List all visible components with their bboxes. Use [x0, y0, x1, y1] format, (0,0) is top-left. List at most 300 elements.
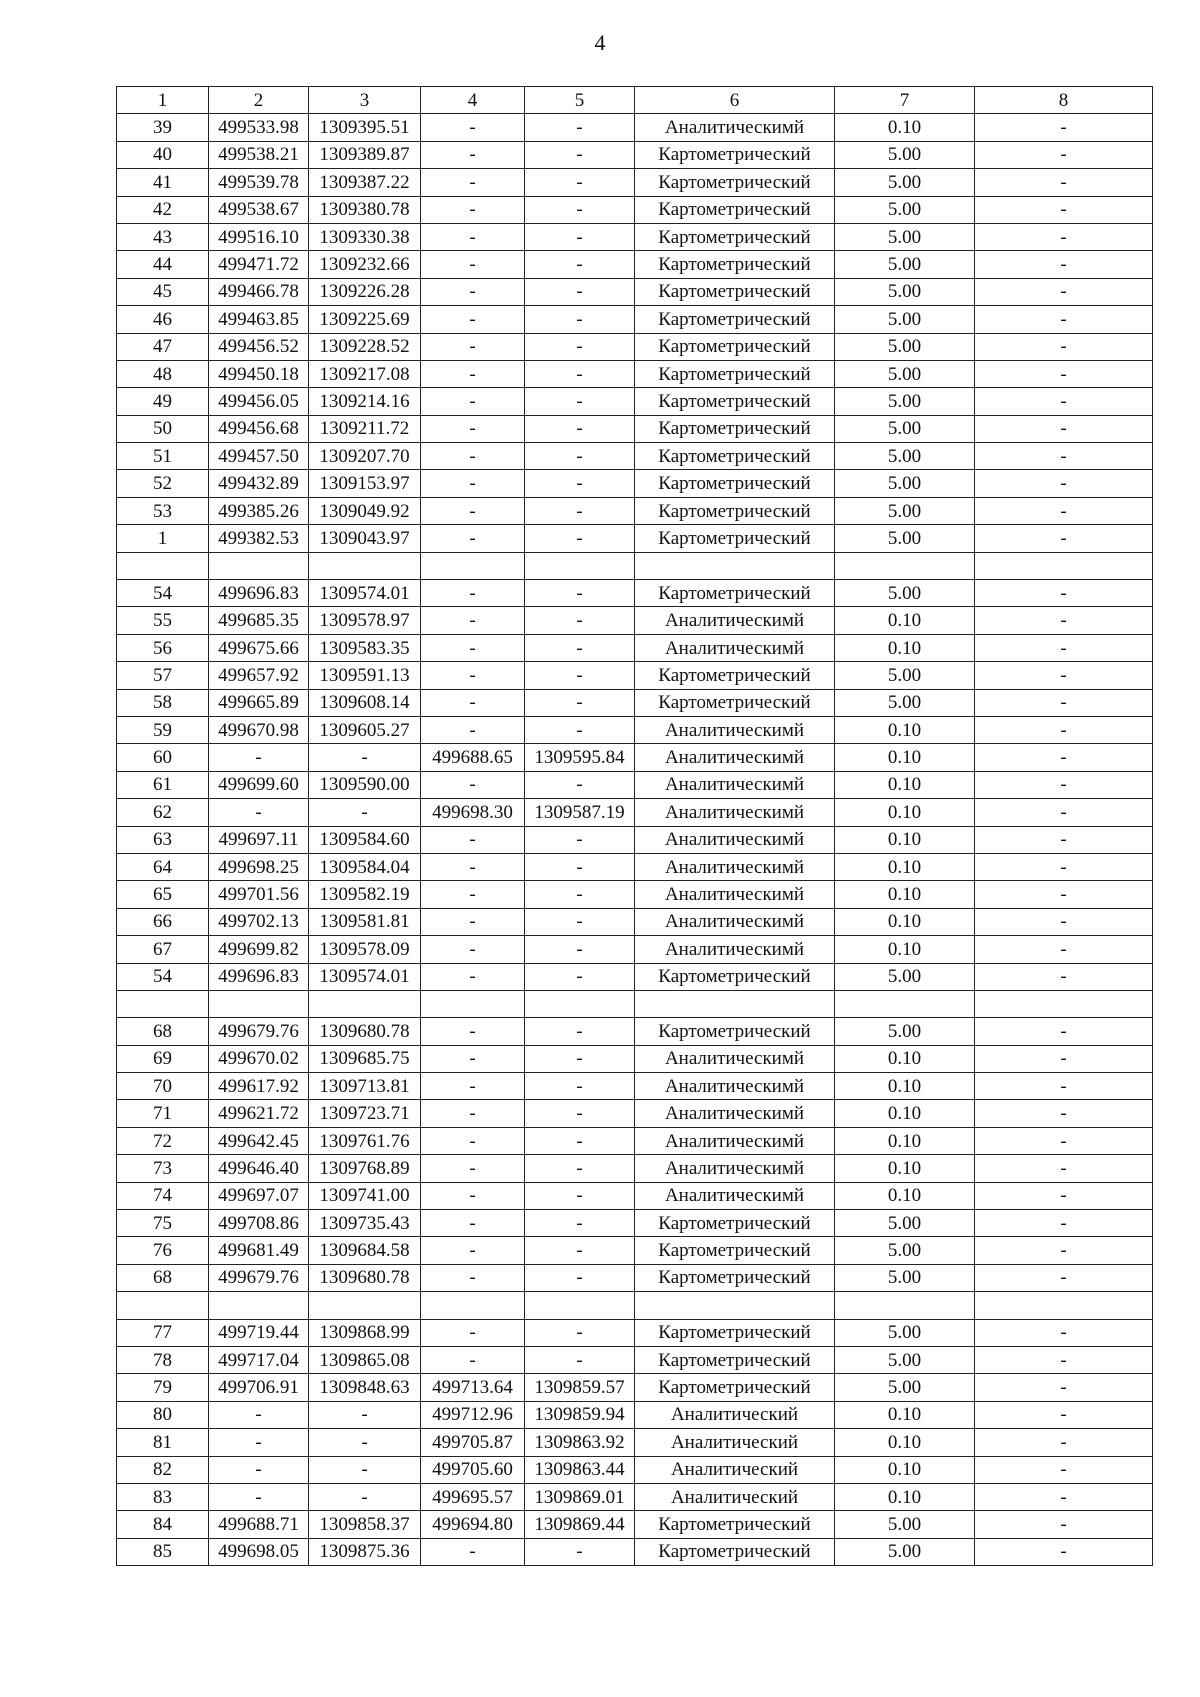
table-cell: Аналитический: [635, 1456, 835, 1483]
table-cell: -: [525, 1319, 635, 1346]
table-cell: 499457.50: [209, 443, 309, 470]
table-cell: Аналитическимй: [635, 744, 835, 771]
table-cell: 0.10: [835, 1456, 975, 1483]
table-row: [117, 716, 1153, 743]
table-cell: [525, 552, 635, 579]
table-cell: Картометрический: [635, 1319, 835, 1346]
table-cell: -: [525, 580, 635, 607]
coordinates-table: [116, 86, 1153, 1566]
separator-row: [117, 1292, 1153, 1319]
table-cell: 1309578.09: [309, 936, 421, 963]
table-cell: 1309859.57: [525, 1374, 635, 1401]
table-cell: -: [975, 607, 1153, 634]
table-cell: Картометрический: [635, 1237, 835, 1264]
table-cell: -: [525, 1073, 635, 1100]
table-cell: 1309863.44: [525, 1456, 635, 1483]
table-row: [117, 360, 1153, 387]
table-cell: 5.00: [835, 1210, 975, 1237]
column-header: 1: [117, 87, 209, 114]
table-cell: [117, 552, 209, 579]
table-cell: [209, 1292, 309, 1319]
table-cell: -: [421, 525, 525, 552]
table-cell: 5.00: [835, 1237, 975, 1264]
table-cell: 64: [117, 853, 209, 880]
column-header: 8: [975, 87, 1153, 114]
table-cell: -: [525, 881, 635, 908]
table-cell: 499538.21: [209, 141, 309, 168]
table-cell: 5.00: [835, 1374, 975, 1401]
table-cell: -: [525, 1264, 635, 1291]
table-cell: -: [525, 1237, 635, 1264]
table-cell: -: [421, 497, 525, 524]
table-cell: -: [975, 470, 1153, 497]
table-cell: 499456.52: [209, 333, 309, 360]
table-cell: -: [525, 936, 635, 963]
table-row: [117, 443, 1153, 470]
table-cell: 1309848.63: [309, 1374, 421, 1401]
table-cell: 5.00: [835, 169, 975, 196]
table-cell: Аналитическимй: [635, 936, 835, 963]
table-cell: -: [421, 826, 525, 853]
table-row: [117, 744, 1153, 771]
table-cell: 1309582.19: [309, 881, 421, 908]
table-cell: -: [975, 1264, 1153, 1291]
column-header: 6: [635, 87, 835, 114]
table-row: [117, 141, 1153, 168]
table-row: [117, 114, 1153, 141]
table-row: [117, 634, 1153, 661]
table-cell: -: [209, 744, 309, 771]
table-cell: 0.10: [835, 1182, 975, 1209]
table-cell: [635, 552, 835, 579]
table-cell: -: [975, 443, 1153, 470]
table-cell: Аналитическимй: [635, 1073, 835, 1100]
table-cell: -: [525, 251, 635, 278]
table-cell: 5.00: [835, 1018, 975, 1045]
table-header-row: [117, 87, 1153, 114]
table-cell: -: [525, 1045, 635, 1072]
table-cell: 499713.64: [421, 1374, 525, 1401]
table-cell: Картометрический: [635, 497, 835, 524]
table-cell: -: [975, 1210, 1153, 1237]
table-cell: 0.10: [835, 744, 975, 771]
table-cell: 499712.96: [421, 1401, 525, 1428]
table-cell: -: [309, 1401, 421, 1428]
table-cell: 62: [117, 799, 209, 826]
table-cell: 1309387.22: [309, 169, 421, 196]
table-cell: -: [525, 1538, 635, 1565]
table-cell: 1309226.28: [309, 278, 421, 305]
table-row: [117, 1127, 1153, 1154]
table-row: [117, 799, 1153, 826]
table-cell: -: [421, 196, 525, 223]
table-cell: -: [525, 196, 635, 223]
table-cell: 63: [117, 826, 209, 853]
table-cell: 1309228.52: [309, 333, 421, 360]
table-cell: Картометрический: [635, 251, 835, 278]
table-row: [117, 881, 1153, 908]
table-cell: 499696.83: [209, 580, 309, 607]
table-cell: -: [525, 114, 635, 141]
table-cell: Аналитический: [635, 1483, 835, 1510]
column-header: 2: [209, 87, 309, 114]
table-cell: 1309591.13: [309, 662, 421, 689]
table-cell: -: [421, 1155, 525, 1182]
table-cell: -: [975, 1346, 1153, 1373]
table-cell: Аналитическимй: [635, 1182, 835, 1209]
table-cell: 499705.60: [421, 1456, 525, 1483]
table-cell: -: [975, 963, 1153, 990]
table-cell: 499675.66: [209, 634, 309, 661]
table-cell: 1309680.78: [309, 1018, 421, 1045]
table-cell: -: [525, 141, 635, 168]
table-row: [117, 196, 1153, 223]
table-cell: -: [975, 333, 1153, 360]
table-cell: -: [421, 114, 525, 141]
table-cell: 1309583.35: [309, 634, 421, 661]
table-cell: 54: [117, 963, 209, 990]
table-cell: 499679.76: [209, 1264, 309, 1291]
table-cell: 83: [117, 1483, 209, 1510]
table-cell: 499533.98: [209, 114, 309, 141]
table-cell: -: [975, 306, 1153, 333]
table-cell: [421, 990, 525, 1017]
table-cell: 499702.13: [209, 908, 309, 935]
table-cell: -: [975, 771, 1153, 798]
table-cell: -: [975, 853, 1153, 880]
table-cell: 73: [117, 1155, 209, 1182]
table-cell: -: [975, 1511, 1153, 1538]
column-header: 4: [421, 87, 525, 114]
table-row: [117, 936, 1153, 963]
table-cell: 1309605.27: [309, 716, 421, 743]
table-row: [117, 1155, 1153, 1182]
table-cell: -: [525, 689, 635, 716]
table-cell: 1309735.43: [309, 1210, 421, 1237]
table-cell: -: [421, 1210, 525, 1237]
table-cell: -: [975, 1429, 1153, 1456]
table-cell: 1309595.84: [525, 744, 635, 771]
table-cell: -: [421, 716, 525, 743]
table-cell: -: [975, 1456, 1153, 1483]
table-row: [117, 1073, 1153, 1100]
table-cell: 1309214.16: [309, 388, 421, 415]
table-cell: -: [421, 689, 525, 716]
table-cell: Аналитическимй: [635, 716, 835, 743]
table-cell: 5.00: [835, 415, 975, 442]
table-cell: -: [525, 525, 635, 552]
table-cell: 0.10: [835, 1401, 975, 1428]
table-cell: -: [209, 1483, 309, 1510]
table-cell: 5.00: [835, 251, 975, 278]
table-cell: 0.10: [835, 908, 975, 935]
table-cell: -: [975, 223, 1153, 250]
table-cell: 57: [117, 662, 209, 689]
table-cell: [525, 990, 635, 1017]
table-row: [117, 1456, 1153, 1483]
column-header: 5: [525, 87, 635, 114]
table-cell: -: [421, 1319, 525, 1346]
table-row: [117, 1018, 1153, 1045]
table-cell: [525, 1292, 635, 1319]
table-cell: 70: [117, 1073, 209, 1100]
table-cell: -: [421, 853, 525, 880]
table-row: [117, 470, 1153, 497]
table-row: [117, 1346, 1153, 1373]
table-cell: [209, 552, 309, 579]
table-cell: 1309741.00: [309, 1182, 421, 1209]
table-cell: 76: [117, 1237, 209, 1264]
table-cell: -: [525, 662, 635, 689]
table-cell: 499385.26: [209, 497, 309, 524]
table-cell: -: [525, 415, 635, 442]
table-row: [117, 1210, 1153, 1237]
table-cell: 499539.78: [209, 169, 309, 196]
table-cell: -: [975, 1538, 1153, 1565]
table-cell: Аналитическимй: [635, 1155, 835, 1182]
table-cell: -: [525, 1127, 635, 1154]
table-cell: 499463.85: [209, 306, 309, 333]
table-cell: -: [525, 607, 635, 634]
table-cell: 66: [117, 908, 209, 935]
table-cell: Картометрический: [635, 662, 835, 689]
table-cell: -: [975, 1073, 1153, 1100]
table-cell: 499694.80: [421, 1511, 525, 1538]
table-cell: 5.00: [835, 689, 975, 716]
table-cell: -: [525, 1346, 635, 1373]
table-cell: 0.10: [835, 1127, 975, 1154]
table-cell: 1309590.00: [309, 771, 421, 798]
table-cell: -: [421, 1346, 525, 1373]
table-cell: 5.00: [835, 1346, 975, 1373]
table-cell: 0.10: [835, 936, 975, 963]
table-cell: -: [421, 415, 525, 442]
table-cell: 42: [117, 196, 209, 223]
table-cell: 499382.53: [209, 525, 309, 552]
table-cell: -: [525, 1182, 635, 1209]
table-cell: 499688.71: [209, 1511, 309, 1538]
table-cell: 85: [117, 1538, 209, 1565]
table-cell: Картометрический: [635, 1346, 835, 1373]
table-cell: 499679.76: [209, 1018, 309, 1045]
table-cell: 5.00: [835, 306, 975, 333]
table-cell: 499471.72: [209, 251, 309, 278]
table-cell: 43: [117, 223, 209, 250]
table-cell: -: [421, 443, 525, 470]
table-cell: 84: [117, 1511, 209, 1538]
table-cell: -: [421, 1182, 525, 1209]
table-cell: 52: [117, 470, 209, 497]
table-cell: -: [525, 1210, 635, 1237]
table-cell: 499466.78: [209, 278, 309, 305]
table-cell: -: [525, 443, 635, 470]
table-cell: -: [525, 908, 635, 935]
table-cell: 499697.07: [209, 1182, 309, 1209]
table-cell: -: [525, 169, 635, 196]
table-cell: -: [209, 1429, 309, 1456]
table-cell: 1309380.78: [309, 196, 421, 223]
table-cell: 499538.67: [209, 196, 309, 223]
table-cell: Аналитическимй: [635, 853, 835, 880]
table-cell: -: [975, 826, 1153, 853]
table-cell: 1309865.08: [309, 1346, 421, 1373]
table-cell: Картометрический: [635, 1511, 835, 1538]
table-cell: 49: [117, 388, 209, 415]
table-cell: 40: [117, 141, 209, 168]
table-cell: 0.10: [835, 1073, 975, 1100]
table-cell: 1309875.36: [309, 1538, 421, 1565]
table-cell: 0.10: [835, 1483, 975, 1510]
table-row: [117, 689, 1153, 716]
table-cell: 5.00: [835, 196, 975, 223]
table-cell: 1309584.04: [309, 853, 421, 880]
table-cell: 1309584.60: [309, 826, 421, 853]
table-cell: 78: [117, 1346, 209, 1373]
table-cell: -: [975, 634, 1153, 661]
table-cell: 44: [117, 251, 209, 278]
table-row: [117, 1182, 1153, 1209]
table-cell: -: [421, 936, 525, 963]
table-cell: 51: [117, 443, 209, 470]
table-cell: Картометрический: [635, 196, 835, 223]
table-cell: 499646.40: [209, 1155, 309, 1182]
table-cell: -: [525, 716, 635, 743]
table-row: [117, 771, 1153, 798]
table-cell: 1309232.66: [309, 251, 421, 278]
table-cell: -: [421, 251, 525, 278]
table-cell: -: [421, 1264, 525, 1291]
table-cell: 1309863.92: [525, 1429, 635, 1456]
table-cell: 499696.83: [209, 963, 309, 990]
table-cell: -: [525, 853, 635, 880]
table-cell: 499705.87: [421, 1429, 525, 1456]
table-cell: -: [421, 908, 525, 935]
table-cell: [635, 990, 835, 1017]
table-cell: Картометрический: [635, 963, 835, 990]
table-cell: -: [975, 196, 1153, 223]
table-cell: -: [421, 1073, 525, 1100]
table-cell: 39: [117, 114, 209, 141]
table-cell: -: [525, 497, 635, 524]
table-cell: -: [525, 223, 635, 250]
table-cell: [835, 990, 975, 1017]
table-row: [117, 580, 1153, 607]
table-cell: Картометрический: [635, 141, 835, 168]
table-body: [117, 114, 1153, 1566]
table-row: [117, 306, 1153, 333]
table-row: [117, 662, 1153, 689]
table-cell: 55: [117, 607, 209, 634]
table-cell: 499450.18: [209, 360, 309, 387]
page-number: 4: [594, 30, 606, 55]
table-cell: 1309869.01: [525, 1483, 635, 1510]
table-cell: -: [525, 388, 635, 415]
table-cell: -: [421, 278, 525, 305]
table-cell: Картометрический: [635, 306, 835, 333]
table-cell: -: [421, 333, 525, 360]
table-cell: 75: [117, 1210, 209, 1237]
table-cell: 5.00: [835, 360, 975, 387]
table-row: [117, 223, 1153, 250]
table-row: [117, 826, 1153, 853]
table-cell: -: [975, 662, 1153, 689]
table-cell: 0.10: [835, 771, 975, 798]
table-cell: Аналитическимй: [635, 607, 835, 634]
table-cell: Картометрический: [635, 525, 835, 552]
table-cell: -: [525, 1100, 635, 1127]
table-cell: Аналитический: [635, 1429, 835, 1456]
table-cell: 499670.98: [209, 716, 309, 743]
table-cell: 499697.11: [209, 826, 309, 853]
table-cell: 1309768.89: [309, 1155, 421, 1182]
table-cell: 1309574.01: [309, 580, 421, 607]
table-cell: Аналитическимй: [635, 908, 835, 935]
table-row: [117, 1429, 1153, 1456]
table-cell: [209, 990, 309, 1017]
table-cell: Картометрический: [635, 689, 835, 716]
table-cell: 1309680.78: [309, 1264, 421, 1291]
table-cell: -: [309, 799, 421, 826]
table-cell: 499717.04: [209, 1346, 309, 1373]
table-cell: 499685.35: [209, 607, 309, 634]
table-cell: 5.00: [835, 1264, 975, 1291]
table-cell: 69: [117, 1045, 209, 1072]
table-cell: -: [309, 1483, 421, 1510]
table-cell: [421, 1292, 525, 1319]
table-cell: -: [525, 360, 635, 387]
table-cell: -: [975, 936, 1153, 963]
table-cell: 499657.92: [209, 662, 309, 689]
table-cell: Картометрический: [635, 278, 835, 305]
table-cell: -: [421, 169, 525, 196]
table-cell: 5.00: [835, 470, 975, 497]
table-cell: 68: [117, 1018, 209, 1045]
table-cell: 499681.49: [209, 1237, 309, 1264]
table-row: [117, 1538, 1153, 1565]
table-cell: 5.00: [835, 1511, 975, 1538]
table-cell: -: [309, 1429, 421, 1456]
table-cell: 1309043.97: [309, 525, 421, 552]
table-cell: -: [525, 771, 635, 798]
table-cell: -: [975, 580, 1153, 607]
table-cell: 58: [117, 689, 209, 716]
table-cell: 5.00: [835, 333, 975, 360]
table-cell: 1309217.08: [309, 360, 421, 387]
table-row: [117, 278, 1153, 305]
table-cell: [975, 1292, 1153, 1319]
table-cell: 5.00: [835, 278, 975, 305]
table-cell: -: [975, 1182, 1153, 1209]
table-cell: Картометрический: [635, 415, 835, 442]
table-row: [117, 525, 1153, 552]
table-cell: 499698.05: [209, 1538, 309, 1565]
table-row: [117, 415, 1153, 442]
table-cell: -: [525, 306, 635, 333]
table-cell: -: [975, 360, 1153, 387]
table-row: [117, 1483, 1153, 1510]
table-cell: -: [975, 1401, 1153, 1428]
table-row: [117, 497, 1153, 524]
table-cell: -: [421, 607, 525, 634]
table-cell: 499698.30: [421, 799, 525, 826]
table-cell: -: [975, 1155, 1153, 1182]
table-cell: -: [525, 1018, 635, 1045]
table-cell: -: [209, 799, 309, 826]
table-row: [117, 1374, 1153, 1401]
table-cell: Аналитическимй: [635, 114, 835, 141]
table-cell: [309, 990, 421, 1017]
table-cell: Аналитическимй: [635, 1045, 835, 1072]
